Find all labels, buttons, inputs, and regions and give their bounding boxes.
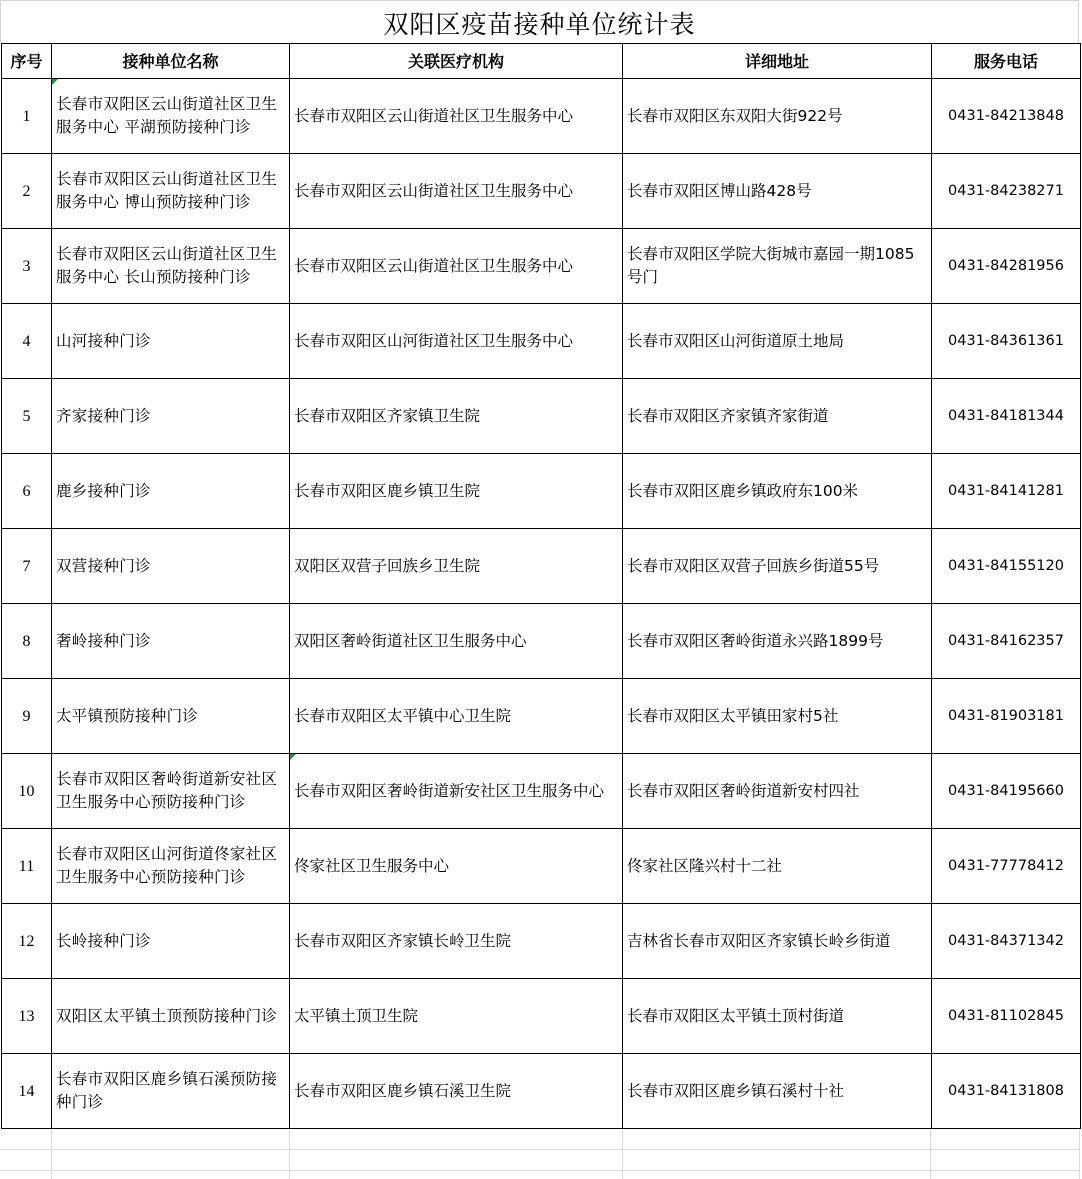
cell-unit-name: 长春市双阳区山河街道佟家社区卫生服务中心预防接种门诊 [52, 829, 290, 904]
cell-index: 14 [2, 1054, 52, 1129]
cell-address: 长春市双阳区山河街道原土地局 [623, 304, 932, 379]
table-row [2, 679, 1081, 754]
cell-unit-name: 鹿乡接种门诊 [52, 454, 290, 529]
cell-index: 12 [2, 904, 52, 979]
comment-marker [290, 754, 296, 760]
cell-address: 长春市双阳区鹿乡镇政府东100米 [623, 454, 932, 529]
cell-phone: 0431-84361361 [932, 304, 1081, 379]
table-row [2, 229, 1081, 304]
cell-institution: 长春市双阳区鹿乡镇石溪卫生院 [290, 1054, 623, 1129]
cell-address: 长春市双阳区奢岭街道新安村四社 [623, 754, 932, 829]
cell-institution: 长春市双阳区齐家镇卫生院 [290, 379, 623, 454]
cell-unit-name: 长春市双阳区云山街道社区卫生服务中心 长山预防接种门诊 [52, 229, 290, 304]
header-phone: 服务电话 [932, 44, 1081, 79]
cell-address: 长春市双阳区博山路428号 [623, 154, 932, 229]
cell-index: 5 [2, 379, 52, 454]
cell-institution: 长春市双阳区奢岭街道新安社区卫生服务中心 [290, 754, 623, 829]
cell-phone: 0431-84131808 [932, 1054, 1081, 1129]
cell-unit-name: 山河接种门诊 [52, 304, 290, 379]
cell-address: 吉林省长春市双阳区齐家镇长岭乡街道 [623, 904, 932, 979]
table-row [2, 829, 1081, 904]
table-row [2, 379, 1081, 454]
cell-index: 7 [2, 529, 52, 604]
cell-address: 长春市双阳区太平镇土顶村街道 [623, 979, 932, 1054]
cell-institution: 长春市双阳区太平镇中心卫生院 [290, 679, 623, 754]
cell-institution: 长春市双阳区云山街道社区卫生服务中心 [290, 79, 623, 154]
cell-index: 4 [2, 304, 52, 379]
empty-grid-area [0, 1129, 1082, 1179]
cell-unit-name: 长春市双阳区奢岭街道新安社区卫生服务中心预防接种门诊 [52, 754, 290, 829]
cell-index: 10 [2, 754, 52, 829]
header-index: 序号 [2, 44, 52, 79]
cell-phone: 0431-84371342 [932, 904, 1081, 979]
cell-unit-name: 长春市双阳区鹿乡镇石溪预防接种门诊 [52, 1054, 290, 1129]
header-row [2, 44, 1081, 79]
cell-index: 1 [2, 79, 52, 154]
table-row [2, 754, 1081, 829]
cell-index: 3 [2, 229, 52, 304]
header-institution: 关联医疗机构 [290, 44, 623, 79]
cell-phone: 0431-84213848 [932, 79, 1081, 154]
cell-index: 2 [2, 154, 52, 229]
table-row [2, 154, 1081, 229]
cell-address: 长春市双阳区学院大街城市嘉园一期1085号门 [623, 229, 932, 304]
cell-institution: 太平镇土顶卫生院 [290, 979, 623, 1054]
table-row [2, 604, 1081, 679]
table-row [2, 1054, 1081, 1129]
comment-marker [52, 79, 58, 85]
cell-index: 9 [2, 679, 52, 754]
cell-unit-name: 齐家接种门诊 [52, 379, 290, 454]
cell-phone: 0431-84162357 [932, 604, 1081, 679]
cell-unit-name: 长岭接种门诊 [52, 904, 290, 979]
cell-index: 8 [2, 604, 52, 679]
table-row [2, 454, 1081, 529]
cell-phone: 0431-77778412 [932, 829, 1081, 904]
table-row [2, 979, 1081, 1054]
cell-phone: 0431-84155120 [932, 529, 1081, 604]
table-row [2, 79, 1081, 154]
cell-phone: 0431-84195660 [932, 754, 1081, 829]
cell-unit-name: 双阳区太平镇土顶预防接种门诊 [52, 979, 290, 1054]
cell-phone: 0431-81102845 [932, 979, 1081, 1054]
cell-index: 6 [2, 454, 52, 529]
cell-unit-name: 双营接种门诊 [52, 529, 290, 604]
cell-phone: 0431-81903181 [932, 679, 1081, 754]
cell-phone: 0431-84181344 [932, 379, 1081, 454]
cell-phone: 0431-84238271 [932, 154, 1081, 229]
cell-unit-name: 长春市双阳区云山街道社区卫生服务中心 博山预防接种门诊 [52, 154, 290, 229]
table-row [2, 529, 1081, 604]
cell-address: 长春市双阳区太平镇田家村5社 [623, 679, 932, 754]
cell-institution: 双阳区双营子回族乡卫生院 [290, 529, 623, 604]
cell-institution: 长春市双阳区齐家镇长岭卫生院 [290, 904, 623, 979]
cell-unit-name: 奢岭接种门诊 [52, 604, 290, 679]
header-unit: 接种单位名称 [52, 44, 290, 79]
cell-address: 长春市双阳区双营子回族乡街道55号 [623, 529, 932, 604]
cell-institution: 佟家社区卫生服务中心 [290, 829, 623, 904]
cell-institution: 双阳区奢岭街道社区卫生服务中心 [290, 604, 623, 679]
table-row [2, 304, 1081, 379]
cell-address: 佟家社区隆兴村十二社 [623, 829, 932, 904]
cell-index: 11 [2, 829, 52, 904]
table-row [2, 904, 1081, 979]
table-title: 双阳区疫苗接种单位统计表 [0, 0, 1079, 44]
cell-address: 长春市双阳区奢岭街道永兴路1899号 [623, 604, 932, 679]
cell-institution: 长春市双阳区云山街道社区卫生服务中心 [290, 229, 623, 304]
vaccination-units-table [1, 43, 1081, 1129]
cell-phone: 0431-84281956 [932, 229, 1081, 304]
cell-address: 长春市双阳区东双阳大街922号 [623, 79, 932, 154]
cell-phone: 0431-84141281 [932, 454, 1081, 529]
cell-index: 13 [2, 979, 52, 1054]
cell-unit-name: 长春市双阳区云山街道社区卫生服务中心 平湖预防接种门诊 [52, 79, 290, 154]
cell-institution: 长春市双阳区山河街道社区卫生服务中心 [290, 304, 623, 379]
header-address: 详细地址 [623, 44, 932, 79]
cell-address: 长春市双阳区鹿乡镇石溪村十社 [623, 1054, 932, 1129]
cell-institution: 长春市双阳区鹿乡镇卫生院 [290, 454, 623, 529]
cell-unit-name: 太平镇预防接种门诊 [52, 679, 290, 754]
cell-institution: 长春市双阳区云山街道社区卫生服务中心 [290, 154, 623, 229]
cell-address: 长春市双阳区齐家镇齐家街道 [623, 379, 932, 454]
